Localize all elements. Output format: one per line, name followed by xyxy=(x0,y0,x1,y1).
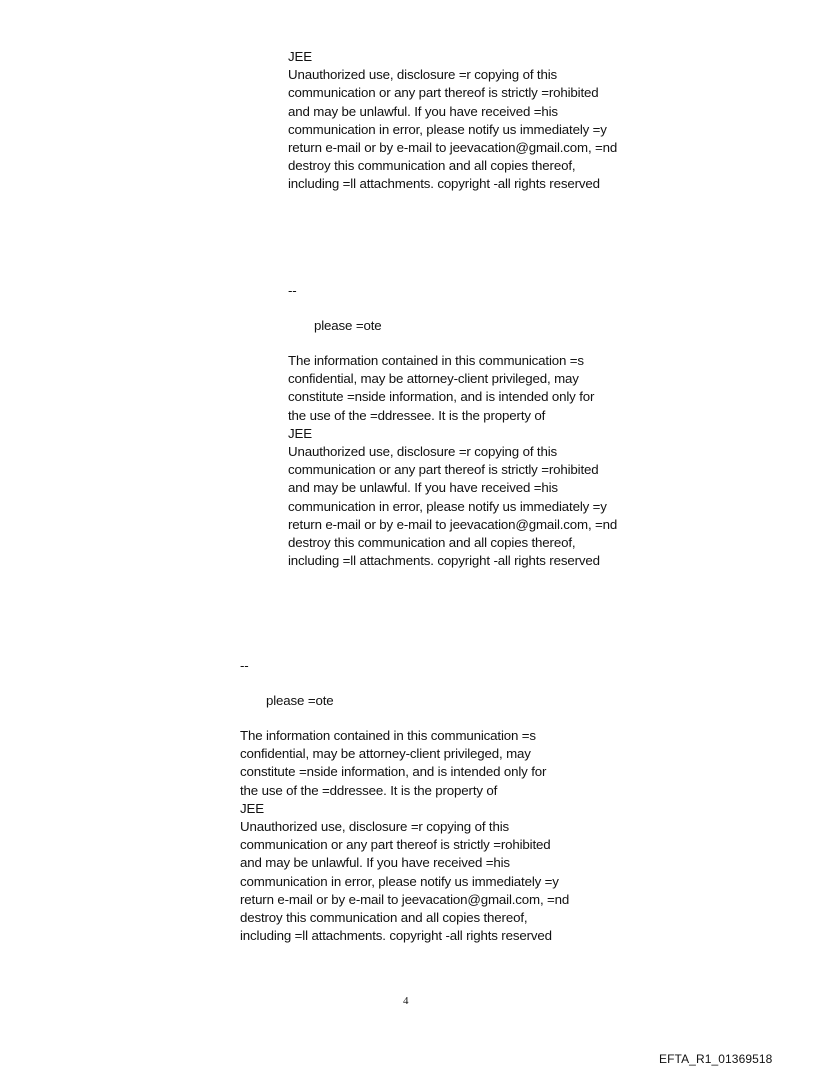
text-line: destroy this communication and all copies thereof, xyxy=(240,910,528,925)
page-number: 4 xyxy=(403,995,409,1007)
text-line: Unauthorized use, disclosure =r copying of this xyxy=(288,444,558,459)
text-line: the use of the =ddressee. It is the property of xyxy=(240,782,498,798)
text-line: communication in error, please notify us immediately =y xyxy=(288,121,607,137)
text-line: destroy this communication and all copies thereof, xyxy=(288,535,576,550)
text-line: return e-mail or by e-mail to jeevacation@gmail.com, =nd xyxy=(288,140,618,155)
text-line: communication or any part thereof is strictly =rohibited xyxy=(240,837,551,853)
text-line: constitute =nside information, and is intended only for xyxy=(240,764,547,780)
text-line: including =ll attachments. copyright -all rights reserved xyxy=(288,176,600,192)
signature-separator: -- xyxy=(288,283,297,298)
text-line: JEE xyxy=(288,425,312,441)
bates-stamp: EFTA_R1_01369518 xyxy=(659,1052,773,1066)
text-line: and may be unlawful. If you have received =his xyxy=(240,855,510,871)
text-line: The information contained in this communication =s xyxy=(240,728,536,743)
text-line: Unauthorized use, disclosure =r copying of this xyxy=(288,67,558,83)
text-line: communication in error, please notify us immediately =y xyxy=(288,498,607,514)
note-heading: please =ote xyxy=(314,318,382,333)
text-line: The information contained in this communication =s xyxy=(288,353,584,368)
text-line: confidential, may be attorney-client privileged, may xyxy=(288,371,579,387)
text-line: and may be unlawful. If you have received =his xyxy=(288,103,558,119)
text-line: and may be unlawful. If you have received =his xyxy=(288,480,558,496)
text-line: including =ll attachments. copyright -all rights reserved xyxy=(288,553,600,569)
signature-separator: -- xyxy=(240,658,249,673)
text-line: communication or any part thereof is strictly =rohibited xyxy=(288,85,599,101)
text-line: confidential, may be attorney-client privileged, may xyxy=(240,746,531,762)
text-line: including =ll attachments. copyright -all rights reserved xyxy=(240,928,552,944)
note-heading: please =ote xyxy=(266,693,334,708)
text-line: communication or any part thereof is strictly =rohibited xyxy=(288,462,599,478)
text-line: Unauthorized use, disclosure =r copying of this xyxy=(240,819,510,834)
text-line: return e-mail or by e-mail to jeevacation@gmail.com, =nd xyxy=(288,516,618,532)
text-line: constitute =nside information, and is intended only for xyxy=(288,389,595,405)
text-line: communication in error, please notify us immediately =y xyxy=(240,873,559,889)
text-line: destroy this communication and all copies thereof, xyxy=(288,158,576,174)
text-line: the use of the =ddressee. It is the property of xyxy=(288,407,546,423)
text-line: JEE xyxy=(288,49,312,64)
text-line: JEE xyxy=(240,800,264,816)
text-line: return e-mail or by e-mail to jeevacation@gmail.com, =nd xyxy=(240,891,570,907)
